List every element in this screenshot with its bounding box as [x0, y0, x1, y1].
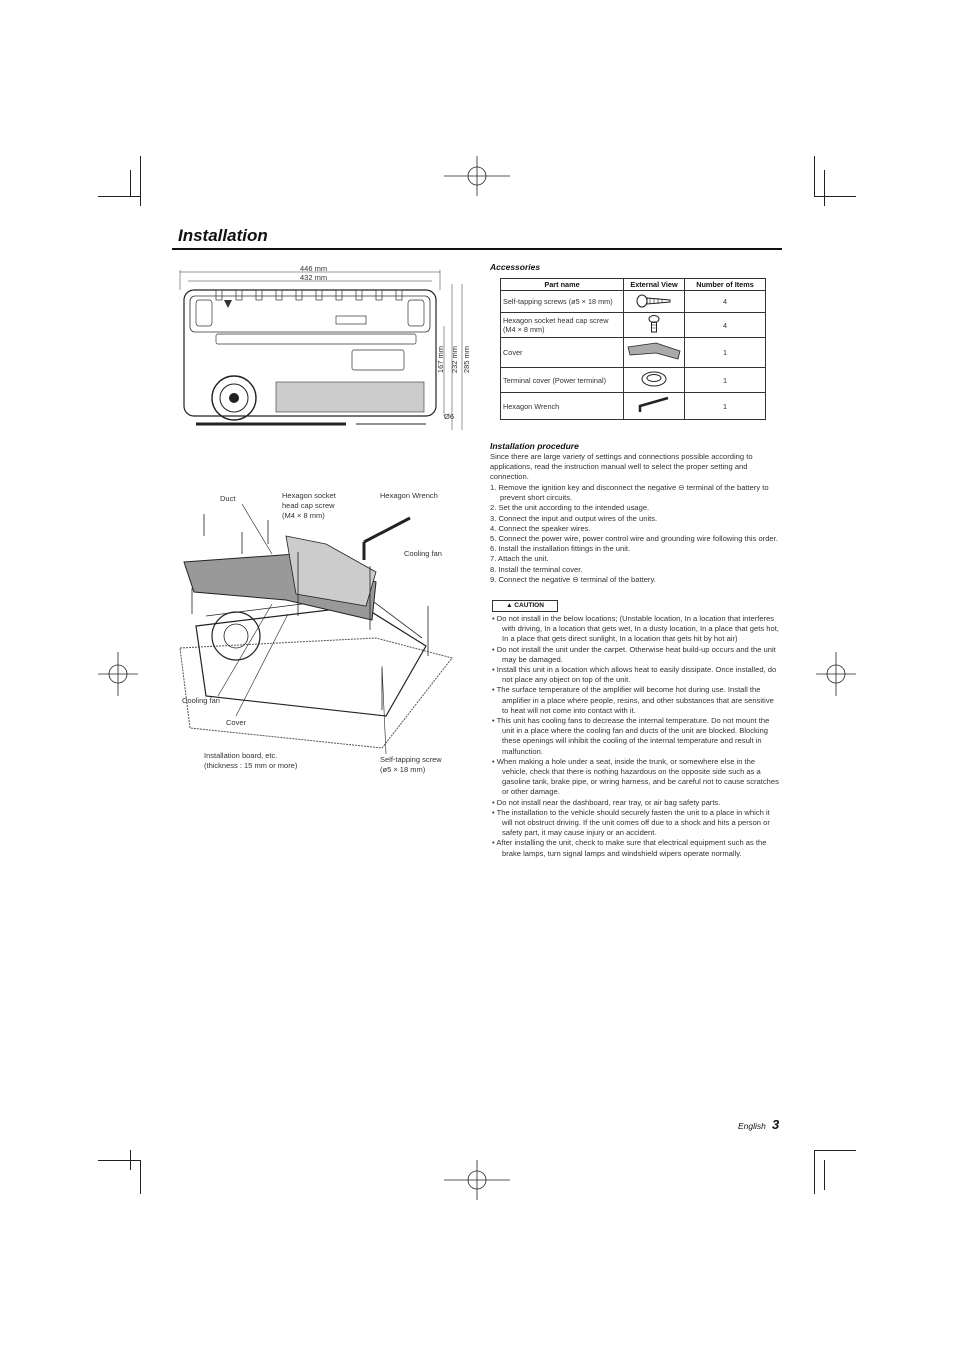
list-item: • Do not install in the below locations; (Unstable location, In a location that interferes with driving, In a location that gets wet, In a dusty location, In a place that gets hot, In a place that gets direct sunlight, In a location that gets hit by hot air) — [492, 614, 779, 644]
accessories-heading: Accessories — [490, 262, 541, 272]
label-board-1: Installation board, etc. — [204, 751, 278, 760]
label-board-2: (thickness : 15 mm or more) — [204, 761, 298, 770]
list-item: • Install this unit in a location which allows heat to easily dissipate. Once installed, do not place any object on top of the unit. — [492, 665, 777, 685]
caution-badge: ▲ CAUTION — [492, 600, 558, 612]
dim-width-outer: 446 mm — [300, 264, 328, 273]
part-name: Hexagon socket head cap screw (M4 × 8 mm) — [501, 313, 624, 338]
list-item: • The surface temperature of the amplifier will become hot during use. Install the amplifier in a place where people, resins, and other substances that are sensitive to heat will not come into contact with it. — [492, 685, 774, 715]
procedure-heading: Installation procedure — [490, 441, 579, 451]
terminal-cover-icon — [624, 368, 685, 393]
footer-language: English — [738, 1121, 766, 1131]
label-cover: Cover — [226, 718, 247, 727]
item-count: 1 — [685, 368, 766, 393]
amplifier-top-view-icon — [176, 270, 476, 445]
item-count: 4 — [685, 313, 766, 338]
label-cooling-fan-left: Cooling fan — [182, 696, 220, 705]
self-tapping-screw-icon — [624, 291, 685, 313]
list-item: 8. Install the terminal cover. — [490, 564, 583, 574]
list-item: • When making a hole under a seat, inside the trunk, or somewhere else in the vehicle, check that there is nothing hazardous on the opposite side such as a gasoline tank, brake pipe, or wiring harness, and be careful not to cause scratches or other damage. — [492, 756, 779, 797]
list-item: • The installation to the vehicle should securely fasten the unit to a place in which it will not obstruct driving. If the unit comes off due to a shock and hits a person or safety part, it may cause injury or an accident. — [492, 807, 770, 838]
table-row — [501, 338, 766, 368]
item-count: 1 — [685, 393, 766, 420]
list-item: • After installing the unit, check to make sure that electrical equipment such as the brake lamps, turn signal lamps and windshield wipers operate normally. — [492, 838, 767, 858]
list-item: • Do not install near the dashboard, rear tray, or air bag safety parts. — [492, 797, 721, 807]
table-header-row — [501, 279, 766, 291]
label-cooling-fan-right: Cooling fan — [404, 549, 442, 558]
registration-mark-top-icon — [444, 156, 510, 196]
list-item: • This unit has cooling fans to decrease the internal temperature. Do not mount the unit in a place where the cooling fan and ducts of the unit are blocked. Blocking these openings will inhibit the cooling of the internal temperature and result in malfunction. — [492, 716, 770, 756]
table-row — [501, 291, 766, 313]
hex-cap-screw-icon — [624, 313, 685, 338]
registration-mark-left-icon — [98, 652, 138, 696]
item-count: 1 — [685, 338, 766, 368]
page-number: 3 — [772, 1117, 780, 1132]
dim-height-1: 167 mm — [436, 346, 445, 374]
label-tap-screw-1: Self-tapping screw — [380, 755, 442, 764]
part-name: Hexagon Wrench — [501, 393, 624, 420]
label-hex-wrench: Hexagon Wrench — [380, 491, 438, 500]
list-item: 5. Connect the power wire, power control wire and grounding wire following this order. — [490, 534, 778, 544]
title-rule — [172, 248, 782, 250]
label-hex-screw-2: head cap screw — [282, 501, 335, 510]
label-duct: Duct — [220, 494, 236, 503]
cover-icon — [624, 338, 685, 368]
part-name: Terminal cover (Power terminal) — [501, 368, 624, 393]
table-row — [501, 313, 766, 338]
header-part-name: Part name — [501, 279, 624, 291]
label-tap-screw-2: (ø5 × 18 mm) — [380, 765, 426, 774]
dim-height-2: 232 mm — [450, 346, 459, 374]
list-item: • Do not install the unit under the carpet. Otherwise heat build-up occurs and the unit may be damaged. — [492, 644, 776, 664]
table-row — [501, 368, 766, 393]
label-hex-screw-1: Hexagon socket — [282, 491, 336, 500]
header-number-of-items: Number of Items — [685, 279, 766, 291]
dim-height-3: 285 mm — [462, 346, 471, 374]
list-item: 4. Connect the speaker wires. — [490, 523, 591, 533]
list-item: 9. Connect the negative ⊖ terminal of the battery. — [490, 574, 656, 584]
part-name: Self-tapping screws (ø5 × 18 mm) — [501, 291, 624, 313]
procedure-steps — [490, 483, 780, 585]
registration-mark-bottom-icon — [444, 1160, 510, 1200]
list-item: 2. Set the unit according to the intended usage. — [490, 503, 650, 513]
list-item: 7. Attach the unit. — [490, 554, 549, 564]
part-name: Cover — [501, 338, 624, 368]
list-item: 3. Connect the input and output wires of the units. — [490, 513, 658, 523]
table-row — [501, 393, 766, 420]
procedure-intro: Since there are large variety of settings and connections possible according to applications, read the instruction manual well to select the proper setting and connection. — [490, 452, 753, 482]
page-title: Installation — [178, 226, 268, 245]
hex-wrench-icon — [624, 393, 685, 420]
list-item: 6. Install the installation fittings in the unit. — [490, 544, 631, 554]
label-hex-screw-3: (M4 × 8 mm) — [282, 511, 325, 520]
header-external-view: External View — [624, 279, 685, 291]
installation-exploded-view-icon — [176, 496, 466, 756]
accessories-table — [500, 278, 766, 420]
list-item: 1. Remove the ignition key and disconnect the negative ⊖ terminal of the battery to prevent short circuits. — [490, 483, 769, 503]
item-count: 4 — [685, 291, 766, 313]
dim-width-inner: 432 mm — [300, 273, 328, 282]
registration-mark-right-icon — [816, 652, 856, 696]
dim-hole: Ø6 — [444, 412, 455, 421]
caution-list — [492, 614, 780, 859]
